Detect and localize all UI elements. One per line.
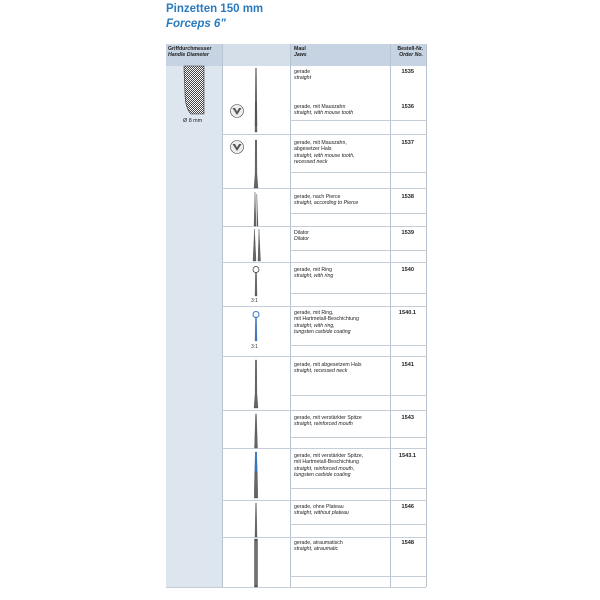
row-en: Dilator — [294, 236, 309, 243]
row-de: gerade, mit Mauszahn — [294, 104, 346, 110]
row-separator — [222, 188, 426, 189]
scale-label: 3:1 — [251, 298, 258, 304]
row-separator — [222, 134, 426, 135]
header-order-number — [393, 46, 423, 59]
row-en: straight, with mouse tooth, — [294, 152, 355, 159]
forceps-recessed-neck-image — [251, 360, 261, 408]
row-de: mit Hartmetall-Beschichtung — [294, 316, 359, 323]
order-number: 1543.1 — [398, 453, 416, 459]
forceps-mouse-tooth-image — [251, 102, 261, 132]
row-de: gerade, ohne Plateau — [294, 504, 344, 510]
row-de: gerade — [294, 69, 311, 75]
row-de: gerade, mit Mauszahn, — [294, 140, 347, 146]
forceps-pierce-image — [250, 192, 262, 226]
row-separator — [222, 537, 426, 538]
order-number: 1539 — [401, 230, 414, 236]
row-1540-description — [294, 267, 333, 280]
forceps-without-plateau-image — [251, 503, 261, 537]
header-image-cell — [222, 44, 290, 66]
row-separator — [290, 345, 426, 346]
order-number: 1543 — [401, 415, 414, 421]
row-de: gerade, mit abgesetzem Hals — [294, 362, 362, 368]
row-separator — [290, 576, 426, 577]
row-en: straight, with mouse tooth — [294, 110, 354, 117]
row-separator — [222, 262, 426, 263]
row-separator — [290, 488, 426, 489]
row-separator — [222, 410, 426, 411]
divider-1 — [222, 44, 223, 587]
forceps-reinforced-image — [251, 414, 261, 448]
row-de: gerade, mit verstärkter Spitze — [294, 415, 362, 421]
order-number: 1541 — [401, 362, 414, 368]
row-de: gerade, nach Pierce — [294, 194, 341, 200]
mouse-tooth-detail-image — [230, 104, 244, 118]
row-de: abgesetzer Hals — [294, 146, 332, 153]
order-number: 1538 — [401, 194, 414, 200]
row-de: Dilator — [294, 230, 309, 236]
order-number: 1546 — [401, 504, 414, 510]
row-1536-description — [294, 104, 353, 117]
row-en: straight, with ring, — [294, 322, 335, 329]
page-title: Pinzetten 150 mm — [166, 3, 264, 15]
mouse-tooth-detail-image — [230, 140, 244, 154]
row-en: straight — [294, 75, 312, 82]
row-separator — [290, 250, 426, 251]
row-1546-description — [294, 504, 349, 517]
row-1540-1-description — [294, 310, 359, 335]
header-handle-en: Handle Diameter — [168, 52, 209, 59]
row-en: straight, according to Pierce — [294, 200, 359, 207]
row-en: tungsten carbide coating — [294, 328, 351, 335]
order-number: 1548 — [401, 540, 414, 546]
row-separator — [290, 120, 426, 121]
row-separator — [290, 437, 426, 438]
handle-illustration — [181, 66, 211, 118]
row-1535-description — [294, 69, 311, 82]
row-1537-description — [294, 140, 355, 165]
row-de: gerade, mit Ring — [294, 267, 333, 273]
row-1538-description — [294, 194, 358, 207]
row-1543-1-description — [294, 453, 363, 478]
row-separator — [222, 448, 426, 449]
divider-4 — [426, 44, 427, 587]
forceps-recessed-neck-image — [251, 140, 261, 188]
row-1543-description — [294, 415, 362, 428]
forceps-atraumatic-image — [251, 539, 261, 587]
row-1548-description — [294, 540, 343, 553]
order-number: 1535 — [401, 69, 414, 75]
row-separator — [222, 500, 426, 501]
row-en: straight, reinforced mouth, — [294, 465, 355, 472]
forceps-ring-carbide-image — [251, 311, 261, 341]
page-subtitle: Forceps 6" — [166, 18, 226, 30]
divider-2 — [290, 44, 291, 587]
order-number: 1540 — [401, 267, 414, 273]
row-en: straight, recessed neck — [294, 368, 348, 375]
row-en: straight, with ring — [294, 273, 334, 280]
dilator-image — [250, 229, 264, 261]
row-separator — [290, 293, 426, 294]
header-jaws — [294, 46, 307, 59]
row-de: mit Hartmetall-Beschichtung — [294, 459, 359, 466]
row-separator — [290, 213, 426, 214]
row-de: gerade, mit Ring, — [294, 310, 334, 316]
row-de: gerade, atraumatisch — [294, 540, 343, 546]
row-en: recessed neck — [294, 158, 328, 165]
forceps-reinforced-carbide-image — [251, 452, 261, 498]
header-order-en: Order No. — [399, 52, 423, 59]
row-1539-description — [294, 230, 309, 243]
row-separator — [290, 524, 426, 525]
header-order-de: Bestell-Nr. — [397, 46, 423, 52]
row-en: straight, atraumatic — [294, 546, 339, 553]
header-handle-de: Griffdurchmesser — [168, 46, 212, 52]
forceps-ring-image — [251, 266, 261, 296]
row-en: straight, without plateau — [294, 510, 349, 517]
order-number: 1536 — [401, 104, 414, 110]
row-separator — [222, 226, 426, 227]
row-separator — [290, 395, 426, 396]
table-bottom-border — [166, 587, 426, 588]
row-separator — [290, 172, 426, 173]
header-jaws-de: Maul — [294, 46, 306, 52]
row-en: tungsten carbide coating — [294, 471, 351, 478]
scale-label: 3:1 — [251, 344, 258, 350]
header-jaws-en: Jaws — [294, 52, 307, 59]
row-1541-description — [294, 362, 361, 375]
order-number: 1537 — [401, 140, 414, 146]
row-en: straight, reinforced mouth — [294, 421, 353, 428]
order-number: 1540.1 — [398, 310, 416, 316]
handle-diameter-label: Ø 8 mm — [183, 118, 203, 124]
header-handle-diameter — [168, 46, 212, 59]
handle-column — [166, 66, 222, 587]
row-separator — [222, 306, 426, 307]
row-de: gerade, mit verstärkter Spitze, — [294, 453, 364, 459]
row-separator — [222, 356, 426, 357]
